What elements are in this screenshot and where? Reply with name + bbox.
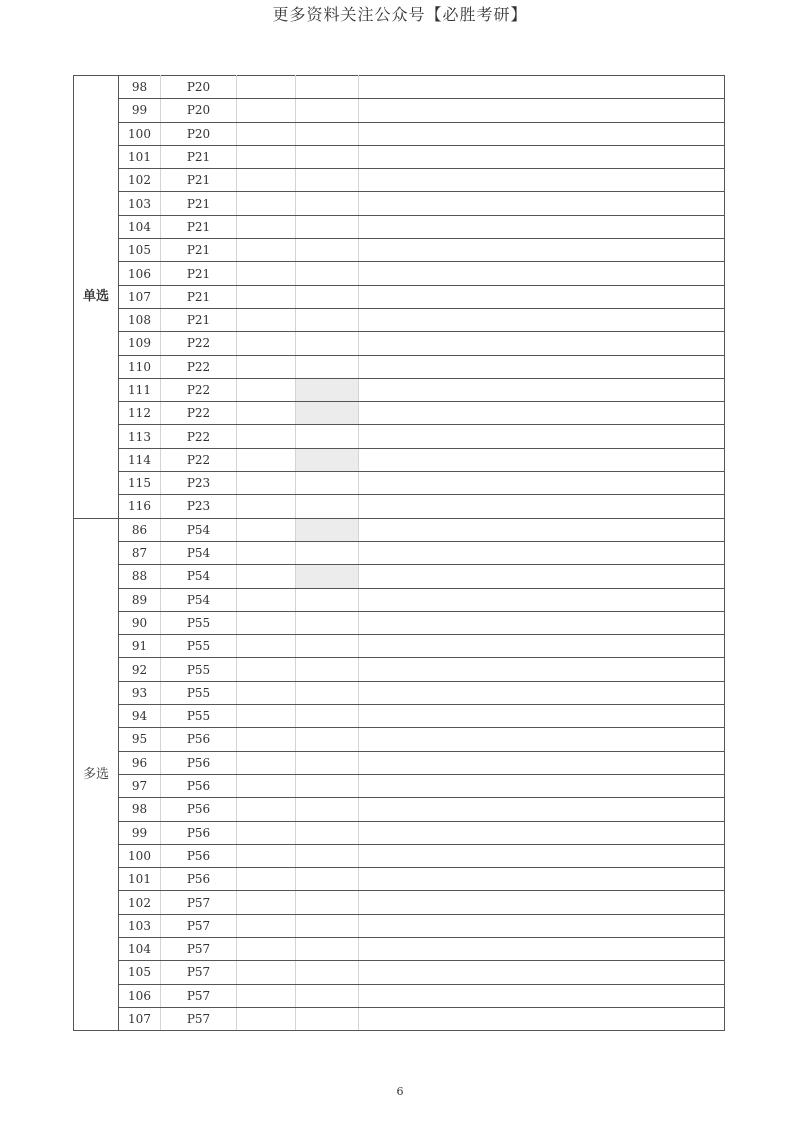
question-number: 92	[119, 658, 161, 681]
table-row	[74, 239, 725, 262]
table-row	[74, 984, 725, 1007]
shaded-mark-cell[interactable]	[296, 448, 359, 471]
page-reference: P54	[161, 518, 237, 541]
question-number: 99	[119, 99, 161, 122]
notes-cell[interactable]	[359, 402, 725, 425]
page-reference: P20	[161, 99, 237, 122]
notes-cell[interactable]	[359, 308, 725, 331]
question-number: 105	[119, 961, 161, 984]
table-row	[74, 937, 725, 960]
question-number: 88	[119, 565, 161, 588]
page-number: 6	[396, 1085, 404, 1098]
answer-cell[interactable]	[237, 262, 296, 285]
answer-cell[interactable]	[237, 76, 296, 99]
mark-cell[interactable]	[296, 588, 359, 611]
table-row	[74, 262, 725, 285]
question-number: 99	[119, 821, 161, 844]
question-number: 103	[119, 192, 161, 215]
mark-cell[interactable]	[296, 308, 359, 331]
notes-cell[interactable]	[359, 1007, 725, 1030]
notes-cell[interactable]	[359, 844, 725, 867]
notes-cell[interactable]	[359, 99, 725, 122]
page-reference: P21	[161, 169, 237, 192]
page-reference: P21	[161, 145, 237, 168]
question-number: 107	[119, 1007, 161, 1030]
page-reference: P55	[161, 611, 237, 634]
page-reference: P57	[161, 961, 237, 984]
mark-cell[interactable]	[296, 99, 359, 122]
mark-cell[interactable]	[296, 961, 359, 984]
notes-cell[interactable]	[359, 215, 725, 238]
table-row	[74, 1007, 725, 1030]
question-number: 100	[119, 122, 161, 145]
mark-cell[interactable]	[296, 798, 359, 821]
notes-cell[interactable]	[359, 332, 725, 355]
page-reference: P22	[161, 402, 237, 425]
page-reference: P21	[161, 308, 237, 331]
question-number: 102	[119, 169, 161, 192]
mark-cell[interactable]	[296, 635, 359, 658]
question-number: 97	[119, 774, 161, 797]
answer-cell[interactable]	[237, 448, 296, 471]
table-row	[74, 145, 725, 168]
answer-cell[interactable]	[237, 122, 296, 145]
answer-cell[interactable]	[237, 1007, 296, 1030]
table-row	[74, 961, 725, 984]
mark-cell[interactable]	[296, 984, 359, 1007]
page-reference: P21	[161, 285, 237, 308]
mark-cell[interactable]	[296, 681, 359, 704]
answer-cell[interactable]	[237, 308, 296, 331]
page-reference: P22	[161, 448, 237, 471]
table-row	[74, 122, 725, 145]
page-reference: P55	[161, 658, 237, 681]
notes-cell[interactable]	[359, 774, 725, 797]
mark-cell[interactable]	[296, 262, 359, 285]
answer-sheet-body	[74, 76, 725, 1031]
mark-cell[interactable]	[296, 611, 359, 634]
question-number: 102	[119, 891, 161, 914]
page-reference: P56	[161, 821, 237, 844]
question-number: 116	[119, 495, 161, 518]
answer-cell[interactable]	[237, 611, 296, 634]
mark-cell[interactable]	[296, 774, 359, 797]
notes-cell[interactable]	[359, 914, 725, 937]
notes-cell[interactable]	[359, 262, 725, 285]
page-reference: P20	[161, 122, 237, 145]
notes-cell[interactable]	[359, 169, 725, 192]
notes-cell[interactable]	[359, 937, 725, 960]
table-row	[74, 891, 725, 914]
notes-cell[interactable]	[359, 658, 725, 681]
page-reference: P56	[161, 774, 237, 797]
question-number: 103	[119, 914, 161, 937]
mark-cell[interactable]	[296, 868, 359, 891]
page-reference: P57	[161, 914, 237, 937]
answer-cell[interactable]	[237, 541, 296, 564]
mark-cell[interactable]	[296, 751, 359, 774]
shaded-mark-cell[interactable]	[296, 518, 359, 541]
mark-cell[interactable]	[296, 728, 359, 751]
table-row	[74, 681, 725, 704]
table-row	[74, 588, 725, 611]
answer-cell[interactable]	[237, 774, 296, 797]
mark-cell[interactable]	[296, 332, 359, 355]
answer-cell[interactable]	[237, 891, 296, 914]
question-number: 104	[119, 215, 161, 238]
table-row	[74, 751, 725, 774]
page-reference: P55	[161, 681, 237, 704]
question-number: 90	[119, 611, 161, 634]
notes-cell[interactable]	[359, 472, 725, 495]
page-reference: P23	[161, 472, 237, 495]
mark-cell[interactable]	[296, 1007, 359, 1030]
mark-cell[interactable]	[296, 914, 359, 937]
table-row	[74, 76, 725, 99]
mark-cell[interactable]	[296, 169, 359, 192]
page-reference: P21	[161, 215, 237, 238]
answer-cell[interactable]	[237, 145, 296, 168]
table-row	[74, 355, 725, 378]
page-reference: P55	[161, 705, 237, 728]
notes-cell[interactable]	[359, 378, 725, 401]
notes-cell[interactable]	[359, 565, 725, 588]
mark-cell[interactable]	[296, 285, 359, 308]
answer-cell[interactable]	[237, 215, 296, 238]
page-reference: P54	[161, 588, 237, 611]
table-row	[74, 821, 725, 844]
shaded-mark-cell[interactable]	[296, 565, 359, 588]
table-row	[74, 192, 725, 215]
mark-cell[interactable]	[296, 844, 359, 867]
question-number: 98	[119, 798, 161, 821]
mark-cell[interactable]	[296, 215, 359, 238]
notes-cell[interactable]	[359, 681, 725, 704]
question-number: 112	[119, 402, 161, 425]
page-reference: P54	[161, 565, 237, 588]
answer-cell[interactable]	[237, 984, 296, 1007]
page-reference: P21	[161, 262, 237, 285]
page-reference: P22	[161, 425, 237, 448]
question-number: 106	[119, 984, 161, 1007]
notes-cell[interactable]	[359, 541, 725, 564]
question-number: 89	[119, 588, 161, 611]
answer-cell[interactable]	[237, 961, 296, 984]
shaded-mark-cell[interactable]	[296, 402, 359, 425]
answer-cell[interactable]	[237, 565, 296, 588]
question-number: 107	[119, 285, 161, 308]
answer-cell[interactable]	[237, 658, 296, 681]
page-header: 更多资料关注公众号【必胜考研】	[272, 5, 528, 24]
notes-cell[interactable]	[359, 145, 725, 168]
page-reference: P21	[161, 192, 237, 215]
page-reference: P57	[161, 1007, 237, 1030]
answer-cell[interactable]	[237, 99, 296, 122]
table-row	[74, 378, 725, 401]
page-reference: P22	[161, 378, 237, 401]
answer-cell[interactable]	[237, 821, 296, 844]
answer-cell[interactable]	[237, 635, 296, 658]
page-reference: P57	[161, 937, 237, 960]
notes-cell[interactable]	[359, 122, 725, 145]
question-number: 106	[119, 262, 161, 285]
page-reference: P54	[161, 541, 237, 564]
notes-cell[interactable]	[359, 425, 725, 448]
mark-cell[interactable]	[296, 891, 359, 914]
answer-cell[interactable]	[237, 798, 296, 821]
question-number: 113	[119, 425, 161, 448]
question-number: 110	[119, 355, 161, 378]
notes-cell[interactable]	[359, 728, 725, 751]
answer-sheet-table	[73, 75, 725, 1031]
section-label: 多选	[74, 518, 119, 1031]
page-reference: P56	[161, 868, 237, 891]
question-number: 115	[119, 472, 161, 495]
question-number: 91	[119, 635, 161, 658]
page-reference: P21	[161, 239, 237, 262]
notes-cell[interactable]	[359, 891, 725, 914]
table-row	[74, 518, 725, 541]
notes-cell[interactable]	[359, 705, 725, 728]
table-row	[74, 798, 725, 821]
notes-cell[interactable]	[359, 285, 725, 308]
table-row	[74, 308, 725, 331]
table-row	[74, 565, 725, 588]
page-reference: P55	[161, 635, 237, 658]
answer-cell[interactable]	[237, 378, 296, 401]
question-number: 111	[119, 378, 161, 401]
shaded-mark-cell[interactable]	[296, 378, 359, 401]
question-number: 87	[119, 541, 161, 564]
table-row	[74, 844, 725, 867]
page-reference: P20	[161, 76, 237, 99]
answer-cell[interactable]	[237, 332, 296, 355]
question-number: 108	[119, 308, 161, 331]
table-row	[74, 868, 725, 891]
mark-cell[interactable]	[296, 192, 359, 215]
mark-cell[interactable]	[296, 239, 359, 262]
mark-cell[interactable]	[296, 145, 359, 168]
answer-cell[interactable]	[237, 588, 296, 611]
notes-cell[interactable]	[359, 751, 725, 774]
question-number: 101	[119, 145, 161, 168]
notes-cell[interactable]	[359, 798, 725, 821]
notes-cell[interactable]	[359, 495, 725, 518]
mark-cell[interactable]	[296, 541, 359, 564]
table-row	[74, 99, 725, 122]
question-number: 109	[119, 332, 161, 355]
answer-cell[interactable]	[237, 705, 296, 728]
notes-cell[interactable]	[359, 868, 725, 891]
answer-cell[interactable]	[237, 914, 296, 937]
table-row	[74, 425, 725, 448]
table-row	[74, 728, 725, 751]
question-number: 100	[119, 844, 161, 867]
table-row	[74, 495, 725, 518]
table-row	[74, 448, 725, 471]
table-row	[74, 169, 725, 192]
page-reference: P57	[161, 891, 237, 914]
table-row	[74, 472, 725, 495]
table-row	[74, 402, 725, 425]
answer-cell[interactable]	[237, 495, 296, 518]
mark-cell[interactable]	[296, 122, 359, 145]
table-row	[74, 635, 725, 658]
page-reference: P22	[161, 332, 237, 355]
question-number: 96	[119, 751, 161, 774]
mark-cell[interactable]	[296, 355, 359, 378]
answer-cell[interactable]	[237, 425, 296, 448]
table-row	[74, 611, 725, 634]
answer-cell[interactable]	[237, 844, 296, 867]
page-reference: P56	[161, 844, 237, 867]
page-reference: P56	[161, 798, 237, 821]
answer-cell[interactable]	[237, 868, 296, 891]
mark-cell[interactable]	[296, 76, 359, 99]
question-number: 98	[119, 76, 161, 99]
table-row	[74, 541, 725, 564]
page-reference: P56	[161, 751, 237, 774]
question-number: 93	[119, 681, 161, 704]
mark-cell[interactable]	[296, 472, 359, 495]
table-row	[74, 658, 725, 681]
page-reference: P22	[161, 355, 237, 378]
answer-cell[interactable]	[237, 169, 296, 192]
notes-cell[interactable]	[359, 192, 725, 215]
answer-cell[interactable]	[237, 285, 296, 308]
question-number: 95	[119, 728, 161, 751]
page-reference: P57	[161, 984, 237, 1007]
answer-cell[interactable]	[237, 728, 296, 751]
answer-cell[interactable]	[237, 355, 296, 378]
question-number: 101	[119, 868, 161, 891]
notes-cell[interactable]	[359, 448, 725, 471]
notes-cell[interactable]	[359, 355, 725, 378]
mark-cell[interactable]	[296, 425, 359, 448]
notes-cell[interactable]	[359, 961, 725, 984]
notes-cell[interactable]	[359, 239, 725, 262]
question-number: 104	[119, 937, 161, 960]
table-row	[74, 332, 725, 355]
mark-cell[interactable]	[296, 821, 359, 844]
answer-cell[interactable]	[237, 472, 296, 495]
mark-cell[interactable]	[296, 495, 359, 518]
question-number: 114	[119, 448, 161, 471]
notes-cell[interactable]	[359, 518, 725, 541]
mark-cell[interactable]	[296, 705, 359, 728]
question-number: 105	[119, 239, 161, 262]
notes-cell[interactable]	[359, 588, 725, 611]
table-row	[74, 215, 725, 238]
answer-cell[interactable]	[237, 681, 296, 704]
notes-cell[interactable]	[359, 611, 725, 634]
question-number: 86	[119, 518, 161, 541]
answer-cell[interactable]	[237, 192, 296, 215]
notes-cell[interactable]	[359, 821, 725, 844]
answer-cell[interactable]	[237, 239, 296, 262]
table-row	[74, 774, 725, 797]
answer-cell[interactable]	[237, 518, 296, 541]
answer-cell[interactable]	[237, 751, 296, 774]
answer-cell[interactable]	[237, 937, 296, 960]
notes-cell[interactable]	[359, 76, 725, 99]
notes-cell[interactable]	[359, 635, 725, 658]
question-number: 94	[119, 705, 161, 728]
table-row	[74, 705, 725, 728]
answer-cell[interactable]	[237, 402, 296, 425]
table-row	[74, 285, 725, 308]
mark-cell[interactable]	[296, 937, 359, 960]
mark-cell[interactable]	[296, 658, 359, 681]
section-label: 单选	[74, 76, 119, 519]
page-reference: P23	[161, 495, 237, 518]
page-reference: P56	[161, 728, 237, 751]
table-row	[74, 914, 725, 937]
notes-cell[interactable]	[359, 984, 725, 1007]
